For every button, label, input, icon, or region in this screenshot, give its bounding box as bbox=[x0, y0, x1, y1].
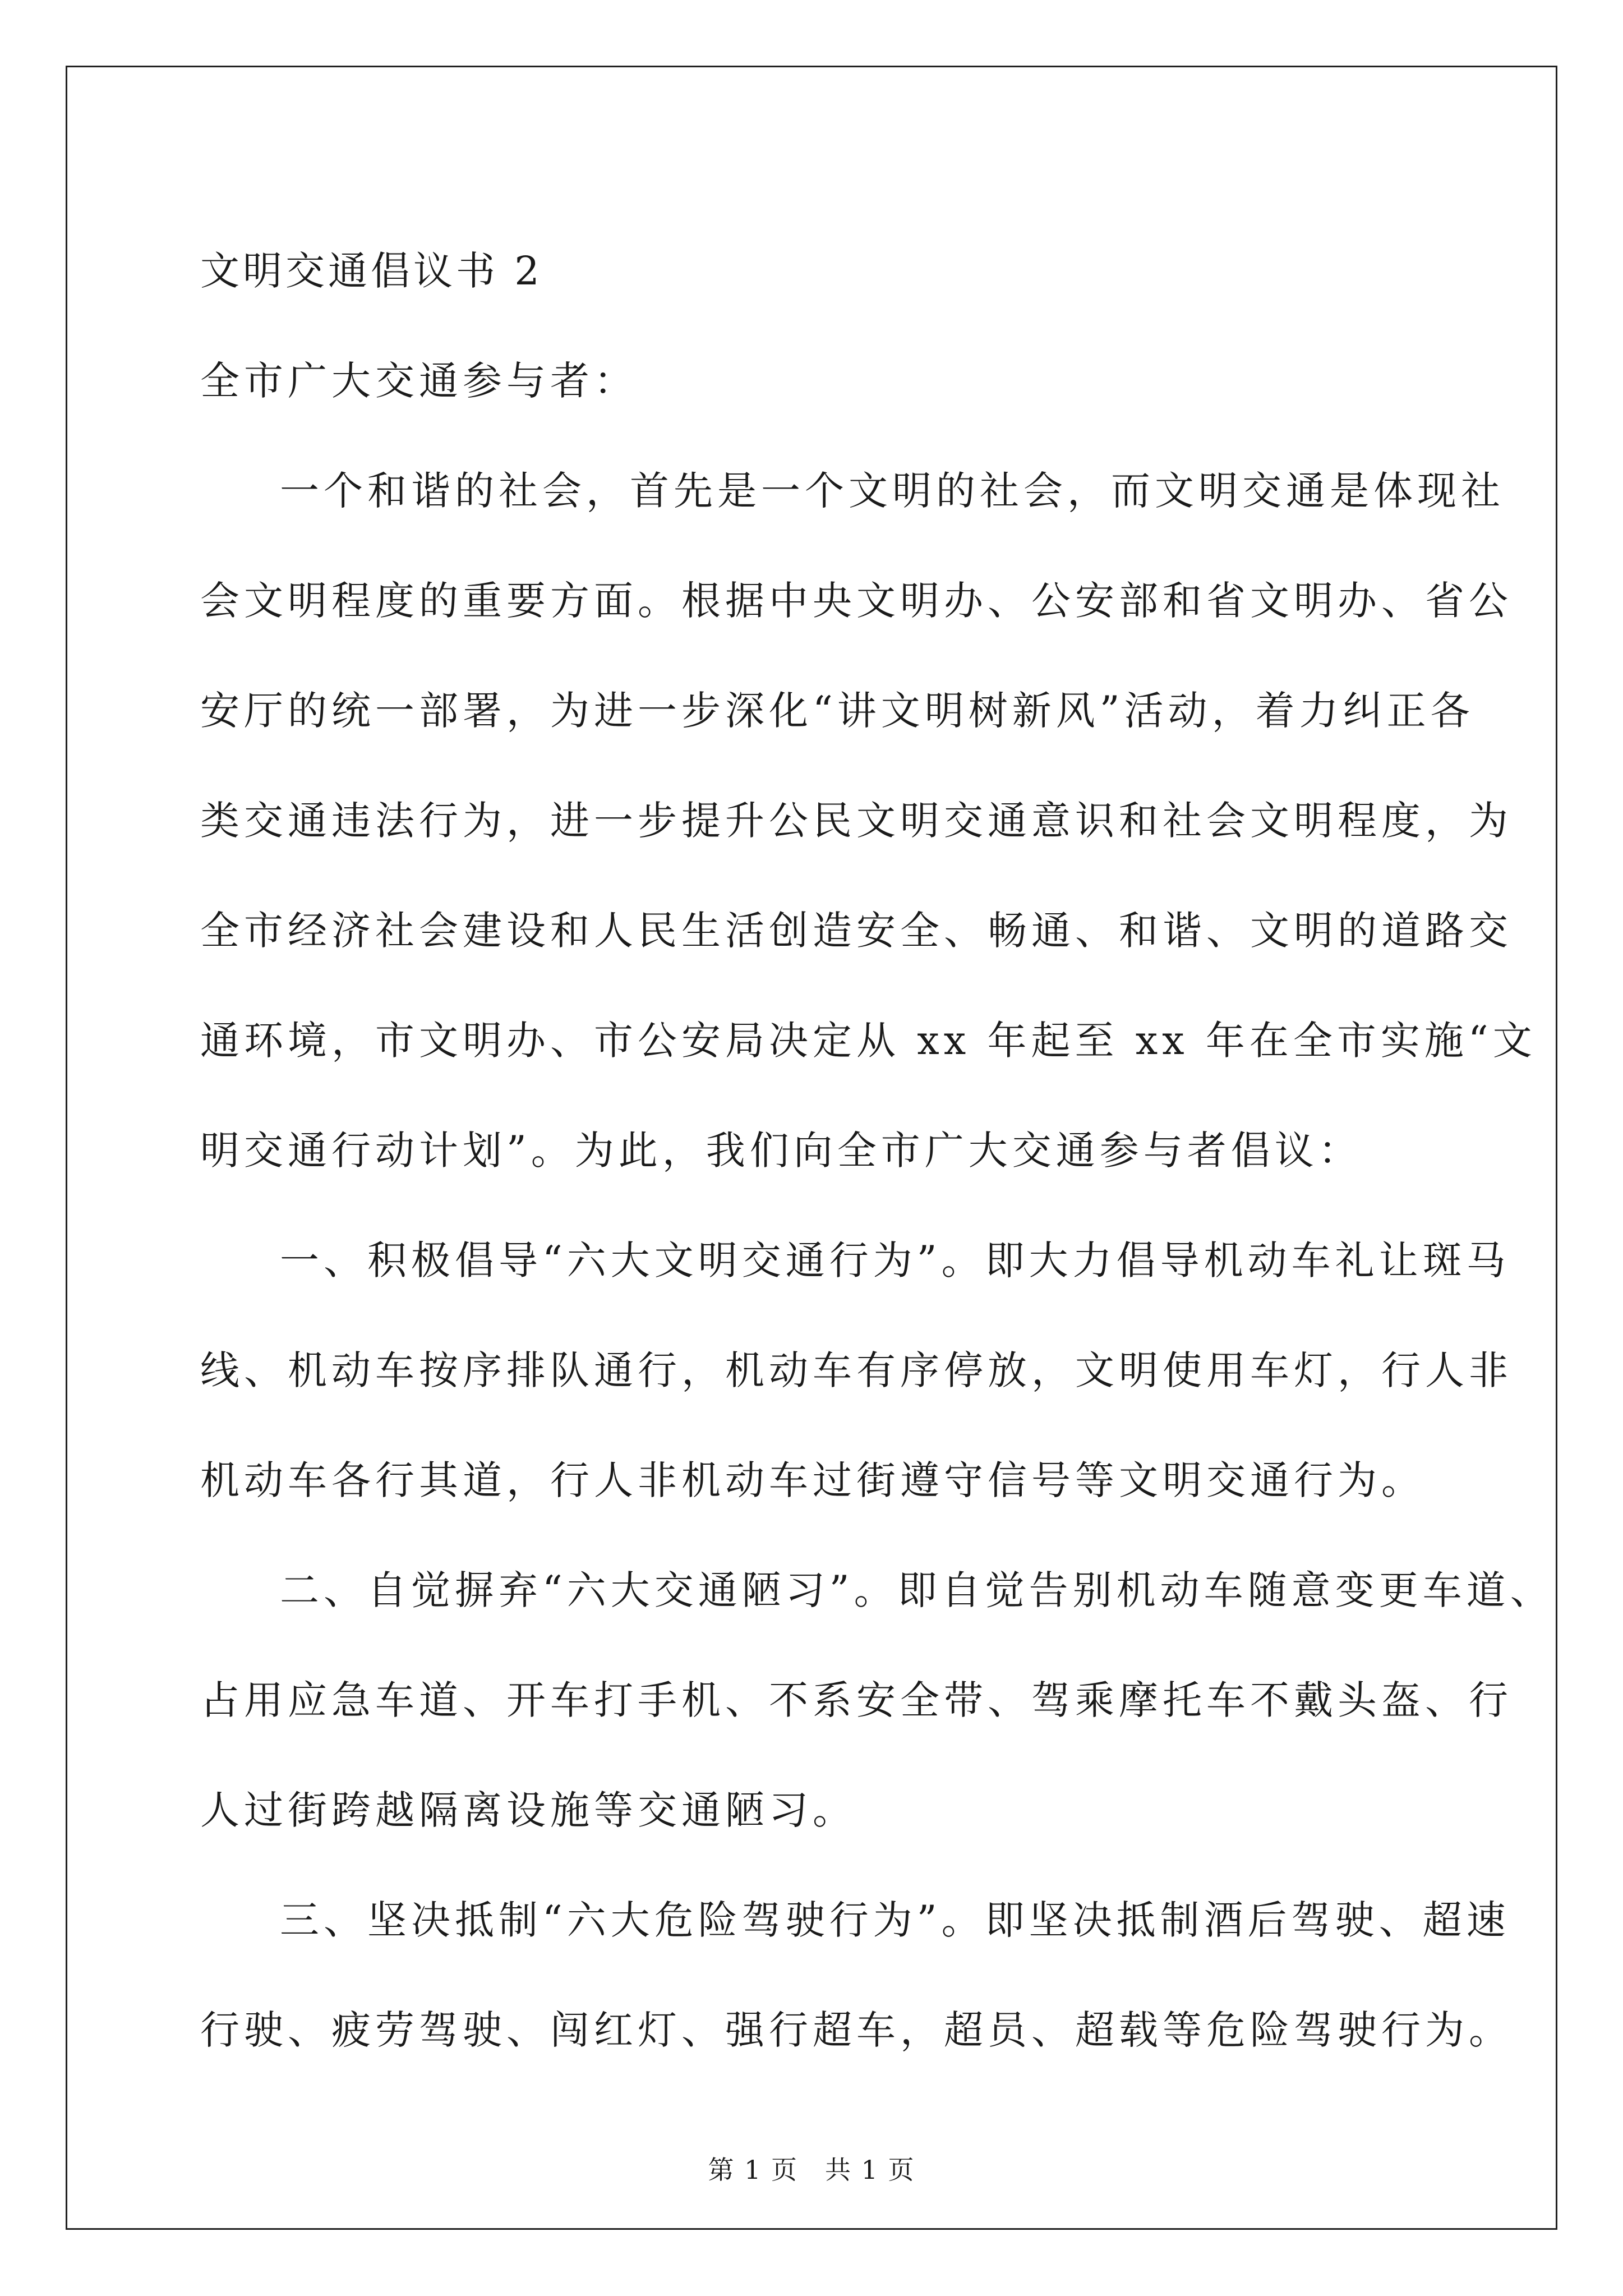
body-text bbox=[200, 436, 1554, 2085]
text-line: 明交通行动计划”。为此，我们向全市广大交通参与者倡议： bbox=[200, 1128, 1362, 1174]
text-line: 二、自觉摒弃“六大交通陋习”。即自觉告别机动车随意变更车道、 bbox=[280, 1567, 1554, 1613]
text-line: 一、积极倡导“六大文明交通行为”。即大力倡导机动车礼让斑马 bbox=[280, 1237, 1510, 1283]
text-line: 机动车各行其道，行人非机动车过街遵守信号等文明交通行为。 bbox=[200, 1457, 1425, 1503]
text-line: 通环境，市文明办、市公安局决定从 xx 年起至 xx 年在全市实施“文 bbox=[200, 1018, 1537, 1064]
page-footer: 第 1 页 共 1 页 bbox=[708, 2155, 915, 2185]
document-body bbox=[200, 216, 1554, 2085]
text-line: 一个和谐的社会，首先是一个文明的社会，而文明交通是体现社 bbox=[280, 468, 1505, 514]
text-line: 安厅的统一部署，为进一步深化“讲文明树新风”活动，着力纠正各 bbox=[200, 688, 1474, 734]
text-line: 行驶、疲劳驾驶、闯红灯、强行超车，超员、超载等危险驾驶行为。 bbox=[200, 2007, 1513, 2053]
document-title: 文明交通倡议书 2 bbox=[200, 248, 543, 294]
text-line: 会文明程度的重要方面。根据中央文明办、公安部和省文明办、省公 bbox=[200, 578, 1513, 624]
text-line: 三、坚决抵制“六大危险驾驶行为”。即坚决抵制酒后驾驶、超速 bbox=[280, 1897, 1510, 1943]
text-line: 类交通违法行为，进一步提升公民文明交通意识和社会文明程度，为 bbox=[200, 798, 1513, 844]
text-line: 占用应急车道、开车打手机、不系安全带、驾乘摩托车不戴头盔、行 bbox=[200, 1677, 1513, 1723]
salutation: 全市广大交通参与者： bbox=[200, 358, 638, 404]
text-line: 人过街跨越隔离设施等交通陋习。 bbox=[200, 1787, 856, 1833]
text-line: 线、机动车按序排队通行，机动车有序停放，文明使用车灯，行人非 bbox=[200, 1347, 1513, 1393]
text-line: 全市经济社会建设和人民生活创造安全、畅通、和谐、文明的道路交 bbox=[200, 908, 1513, 954]
